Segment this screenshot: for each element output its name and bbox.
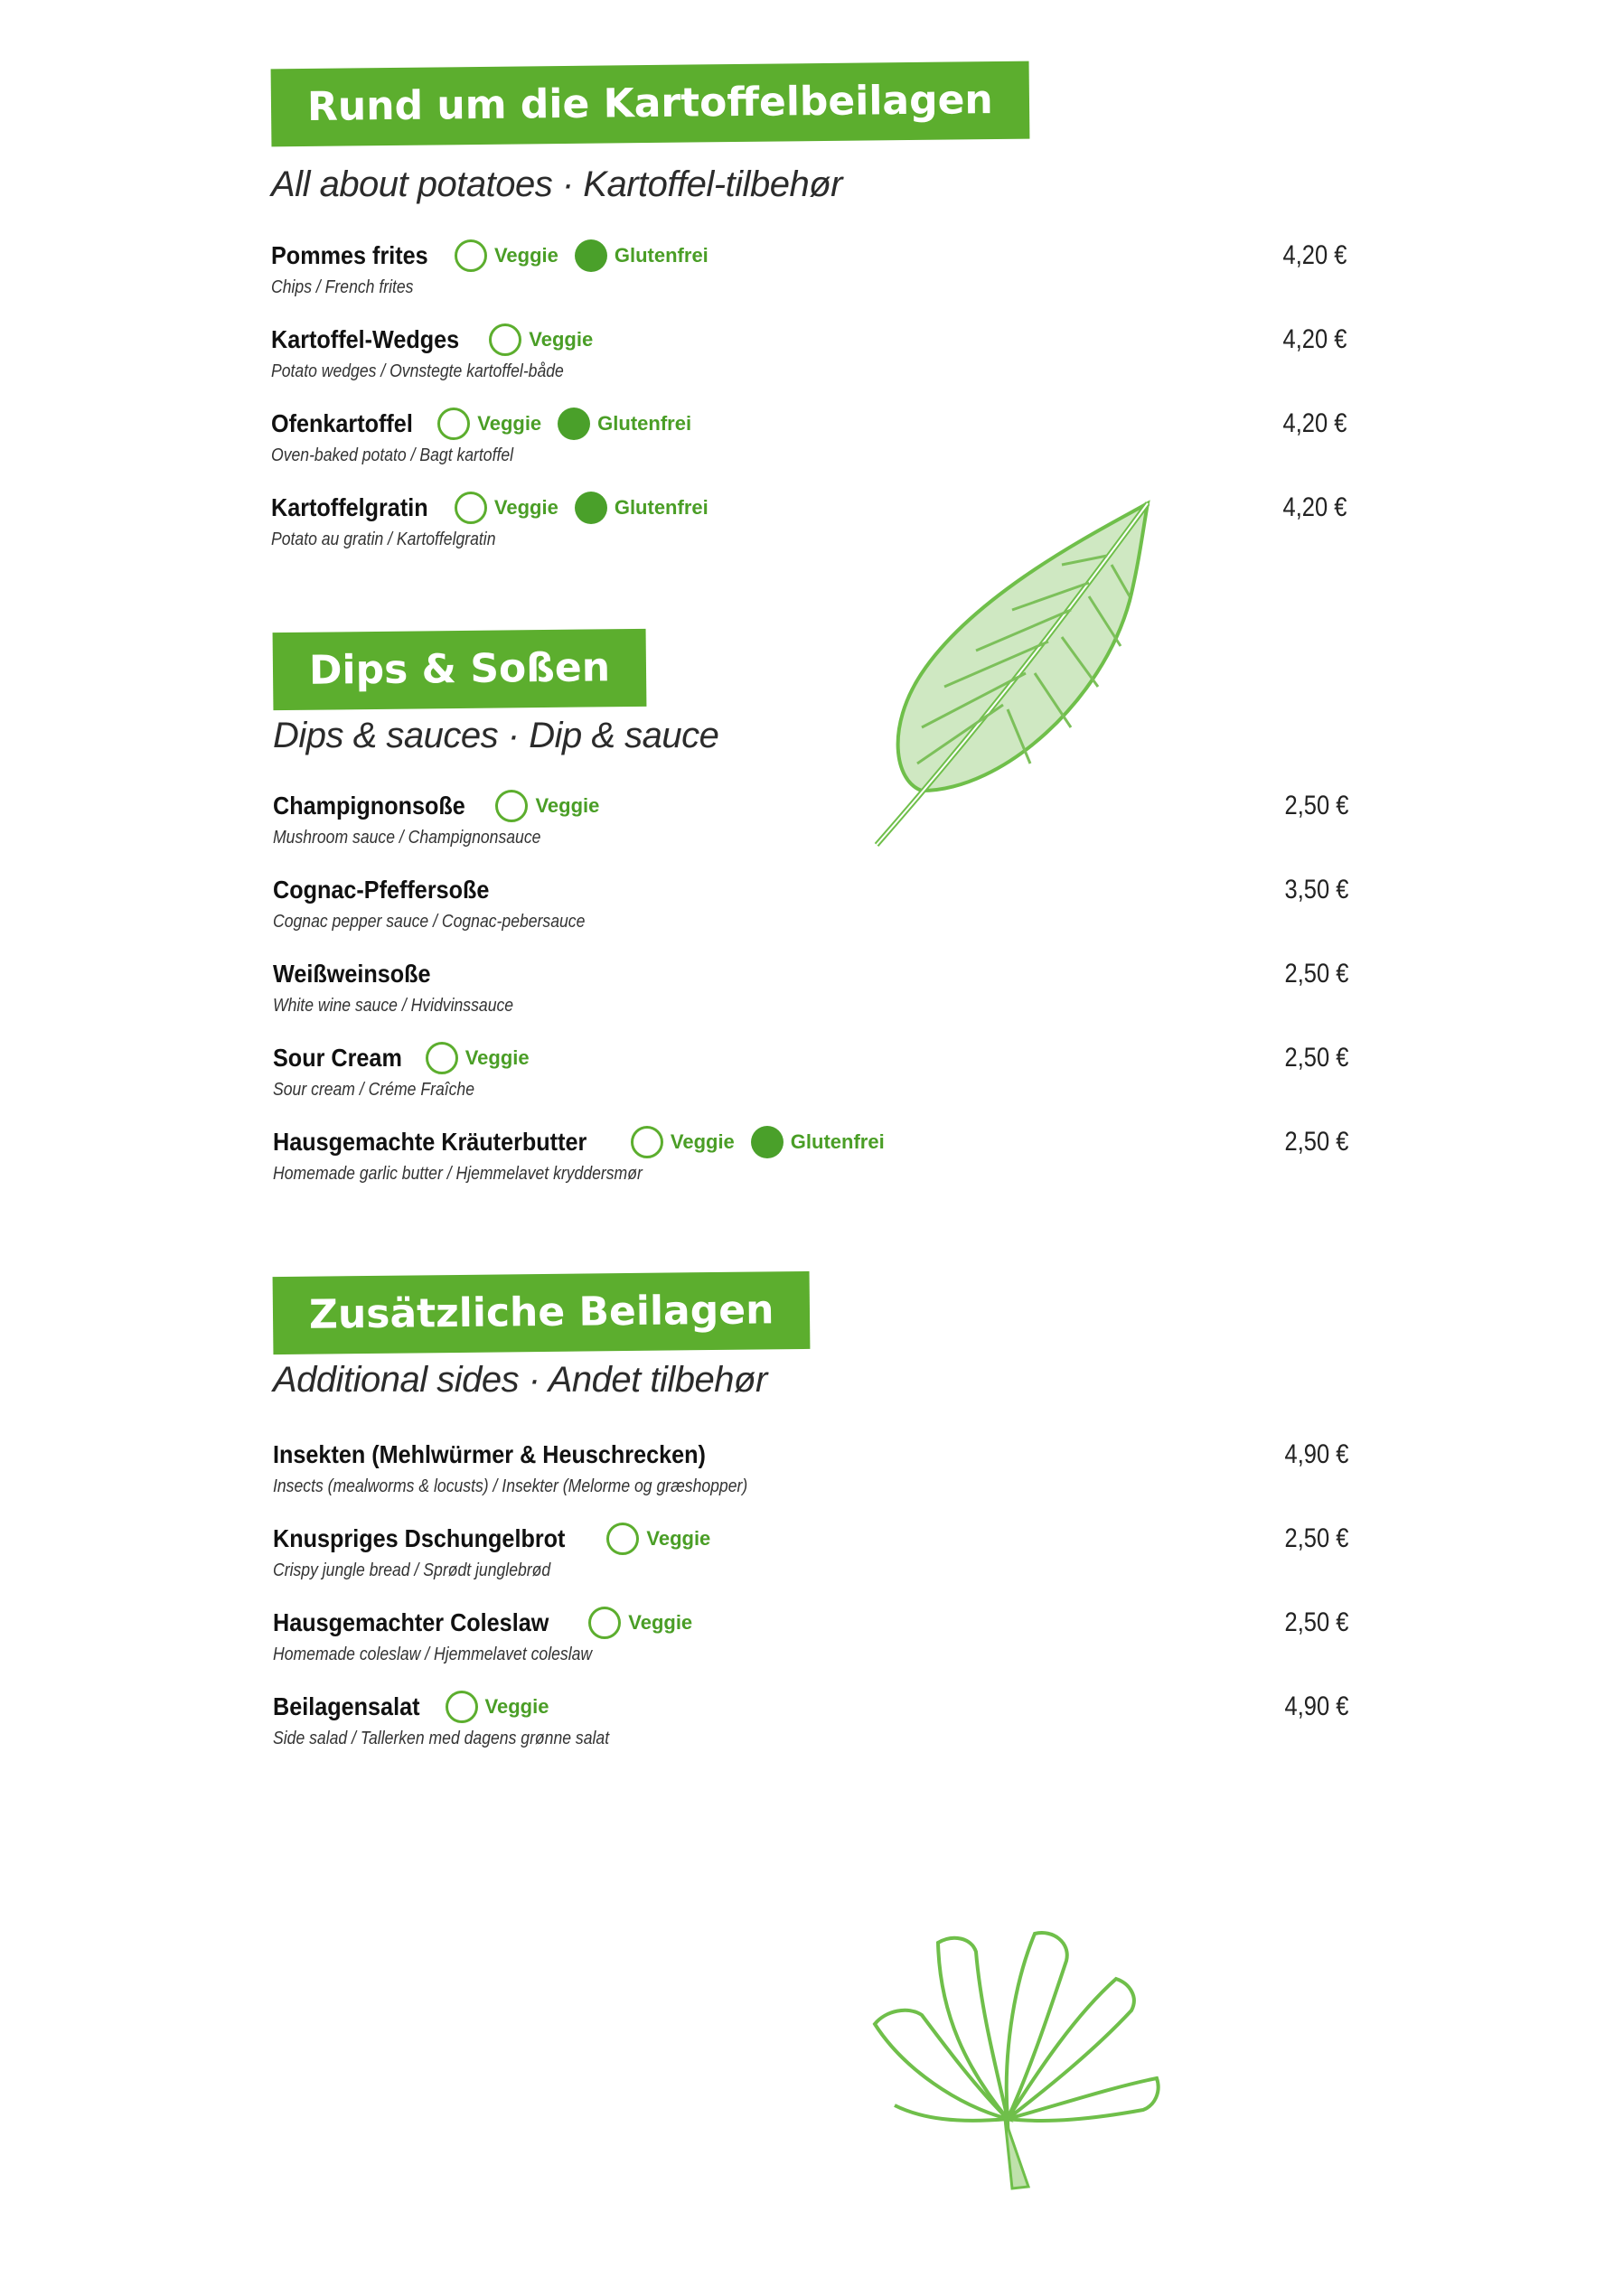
menu-item: [273, 788, 1348, 860]
menu-item: [273, 1437, 1348, 1509]
no-wheat-icon: [575, 492, 607, 524]
menu-item-header: [273, 1040, 530, 1076]
veggie-badge: [606, 1523, 710, 1555]
menu-item-name: Beilagensalat: [273, 1692, 420, 1720]
leaf-icon: [455, 239, 487, 272]
menu-item-name: Kartoffel-Wedges: [271, 325, 460, 353]
menu-item-price: 2,50 €: [1284, 1127, 1348, 1157]
menu-item: [273, 1521, 1348, 1593]
badge-label: Veggie: [493, 496, 558, 519]
section-title-extra-sides: Zusätzliche Beilagen: [273, 1271, 811, 1354]
leaf-icon: [631, 1126, 663, 1158]
menu-item-header: [273, 872, 506, 908]
badge-label: Veggie: [529, 328, 594, 351]
menu-item: [273, 1605, 1348, 1677]
menu-item-description: Potato au gratin / Kartoffelgratin: [271, 529, 496, 549]
menu-item-header: [271, 322, 593, 358]
menu-item-price: 2,50 €: [1284, 959, 1348, 989]
menu-item: [273, 872, 1348, 944]
menu-item-name: Hausgemachte Kräuterbutter: [273, 1128, 587, 1156]
menu-item-description: Crispy jungle bread / Sprødt junglebrød: [273, 1560, 551, 1580]
badge-label: Veggie: [535, 794, 600, 817]
menu-item: [273, 956, 1348, 1028]
menu-item-description: Side salad / Tallerken med dagens grønne salat: [273, 1729, 610, 1748]
gluten-free-badge: [751, 1126, 885, 1158]
menu-item-price: 2,50 €: [1284, 791, 1348, 820]
veggie-badge: [495, 790, 599, 822]
menu-item-price: 4,20 €: [1282, 240, 1347, 270]
menu-item-header: [271, 406, 691, 442]
leaf-icon: [606, 1523, 639, 1555]
veggie-badge: [426, 1042, 530, 1074]
section-subtitle-extra-sides: Additional sides · Andet tilbehør: [273, 1360, 767, 1400]
palm-leaf-illustration: [868, 1925, 1166, 2196]
badge-label: Glutenfrei: [614, 496, 708, 519]
leaf-icon: [437, 408, 470, 440]
veggie-badge: [631, 1126, 735, 1158]
menu-item-description: Mushroom sauce / Champignonsauce: [273, 828, 541, 848]
no-wheat-icon: [558, 408, 590, 440]
badge-label: Glutenfrei: [597, 412, 692, 435]
gluten-free-badge: [558, 408, 691, 440]
veggie-badge: [455, 492, 558, 524]
menu-item: [273, 1040, 1348, 1112]
menu-item-header: [271, 490, 708, 526]
veggie-badge: [437, 408, 541, 440]
menu-item-name: Knuspriges Dschungelbrot: [273, 1524, 566, 1552]
menu-item: [271, 322, 1347, 394]
menu-item-name: Ofenkartoffel: [271, 409, 413, 437]
section-title-potatoes: Rund um die Kartoffelbeilagen: [271, 61, 1030, 147]
menu-item-name: Cognac-Pfeffersoße: [273, 876, 490, 904]
badge-label: Glutenfrei: [614, 244, 708, 267]
section-title-dips: Dips & Soßen: [273, 629, 647, 710]
badge-label: Veggie: [628, 1611, 693, 1634]
menu-item-description: Cognac pepper sauce / Cognac-pebersauce: [273, 912, 586, 932]
menu-item-price: 3,50 €: [1284, 875, 1348, 904]
menu-item-description: Oven-baked potato / Bagt kartoffel: [271, 445, 514, 465]
menu-item-description: Homemade garlic butter / Hjemmelavet kryddersmør: [273, 1164, 643, 1184]
leaf-icon: [426, 1042, 458, 1074]
menu-item-header: [273, 1605, 692, 1641]
gluten-free-badge: [575, 239, 708, 272]
menu-item: [271, 490, 1347, 562]
leaf-icon: [489, 323, 521, 356]
menu-item-price: 4,20 €: [1282, 324, 1347, 354]
menu-item-header: [271, 238, 708, 274]
no-wheat-icon: [575, 239, 607, 272]
leaf-icon: [455, 492, 487, 524]
badge-label: Veggie: [670, 1130, 735, 1153]
menu-item-name: Champignonsoße: [273, 792, 465, 820]
badge-label: Veggie: [484, 1695, 549, 1718]
menu-item-description: Potato wedges / Ovnstegte kartoffel-både: [271, 361, 564, 381]
menu-item: [273, 1689, 1348, 1761]
menu-item-price: 4,20 €: [1282, 492, 1347, 522]
menu-item-price: 4,20 €: [1282, 408, 1347, 438]
menu-item: [271, 406, 1347, 478]
menu-item-header: [273, 1437, 746, 1473]
menu-item-price: 4,90 €: [1284, 1439, 1348, 1469]
menu-item-name: Pommes frites: [271, 241, 428, 269]
no-wheat-icon: [751, 1126, 784, 1158]
gluten-free-badge: [575, 492, 708, 524]
menu-item-name: Weißweinsoße: [273, 960, 431, 988]
badge-label: Veggie: [493, 244, 558, 267]
badge-label: Veggie: [477, 412, 542, 435]
leaf-icon: [446, 1691, 478, 1723]
badge-label: Glutenfrei: [790, 1130, 885, 1153]
leaf-icon: [495, 790, 528, 822]
menu-item-price: 2,50 €: [1284, 1523, 1348, 1553]
menu-item-header: [273, 1521, 710, 1557]
menu-item-name: Sour Cream: [273, 1044, 402, 1072]
menu-item-name: Kartoffelgratin: [271, 493, 428, 521]
menu-item-price: 2,50 €: [1284, 1043, 1348, 1073]
veggie-badge: [489, 323, 593, 356]
leaf-icon: [588, 1607, 621, 1639]
menu-item-header: [273, 1689, 549, 1725]
section-subtitle-dips: Dips & sauces · Dip & sauce: [273, 716, 719, 755]
section-subtitle-potatoes: All about potatoes · Kartoffel-tilbehør: [271, 164, 842, 204]
menu-item-name: Insekten (Mehlwürmer & Heuschrecken): [273, 1440, 706, 1468]
menu-item-description: White wine sauce / Hvidvinssauce: [273, 996, 514, 1016]
veggie-badge: [588, 1607, 692, 1639]
badge-label: Veggie: [464, 1046, 530, 1069]
menu-item-description: Sour cream / Créme Fraîche: [273, 1080, 475, 1100]
badge-label: Veggie: [646, 1527, 711, 1550]
veggie-badge: [446, 1691, 549, 1723]
menu-item-header: [273, 956, 441, 992]
menu-item: [271, 238, 1347, 310]
menu-item-header: [273, 788, 599, 824]
menu-item-description: Insects (mealworms & locusts) / Insekter (Melorme og græshopper): [273, 1476, 748, 1496]
veggie-badge: [455, 239, 558, 272]
menu-item-description: Homemade coleslaw / Hjemmelavet coleslaw: [273, 1645, 593, 1664]
menu-item-name: Hausgemachter Coleslaw: [273, 1608, 549, 1636]
menu-item-description: Chips / French frites: [271, 277, 414, 297]
menu-item-price: 4,90 €: [1284, 1692, 1348, 1721]
menu-item-header: [273, 1124, 885, 1160]
menu-item: [273, 1124, 1348, 1196]
menu-item-price: 2,50 €: [1284, 1607, 1348, 1637]
